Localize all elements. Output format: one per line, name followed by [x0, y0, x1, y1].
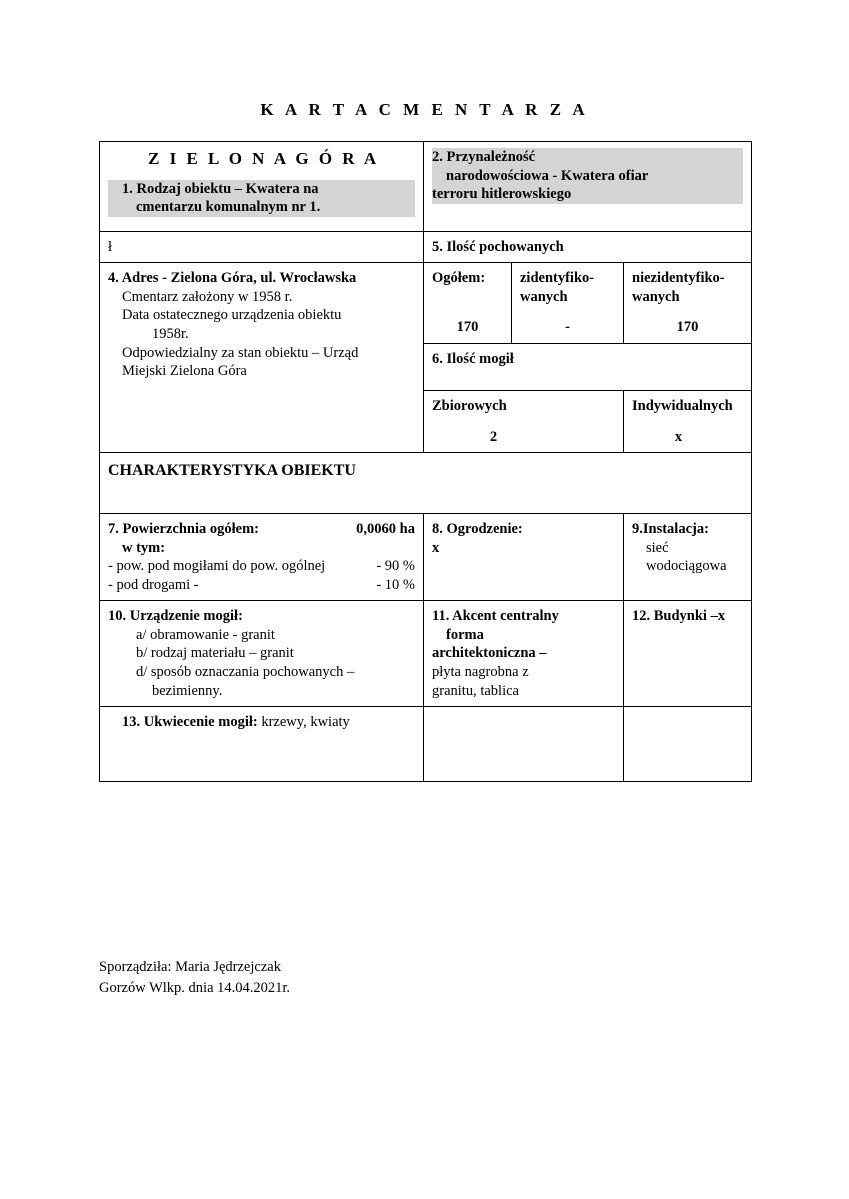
buried-col-3-value: 170	[624, 312, 752, 343]
table-row	[100, 142, 752, 232]
field-13-label: 13. Ukwiecenie mogił:	[122, 714, 258, 731]
buried-col-3-header: niezidentyfiko- wanych	[624, 263, 752, 313]
town-name: Z I E L O N A G Ó R A	[148, 149, 380, 168]
field-4-line-4: 1958r.	[152, 326, 189, 343]
cell-buried-header: 5. Ilość pochowanych	[424, 231, 752, 263]
field-4-line-1: 4. Adres - Zielona Góra, ul. Wrocławska	[108, 270, 357, 287]
field-7-label: 7. Powierzchnia ogółem:	[108, 521, 260, 538]
graves-col-1: Zbiorowych 2	[424, 391, 624, 453]
characteristics-header: CHARAKTERYSTYKA OBIEKTU	[100, 453, 752, 514]
graves-col-1-value: 2	[489, 428, 498, 445]
field-11-line-5: granitu, tablica	[432, 682, 519, 699]
cell-central-accent	[424, 601, 624, 707]
graves-col-2-value: x	[674, 428, 683, 445]
field-11-line-3: architektoniczna –	[432, 645, 547, 662]
cell-grave-equipment	[100, 601, 424, 707]
table-row	[100, 263, 752, 313]
cell-object-type	[100, 142, 424, 232]
field-2-line-2: narodowościowa - Kwatera ofiar	[432, 167, 743, 186]
field-11-line-2: forma	[446, 626, 484, 643]
field-4-line-6: Miejski Zielona Góra	[122, 363, 247, 380]
table-row	[100, 601, 752, 707]
field-8-label: 8. Ogrodzenie:	[432, 521, 523, 538]
field-10-line-3: d/ sposób oznaczania pochowanych –	[136, 663, 355, 680]
field-9-line-1: sieć	[646, 539, 669, 556]
cell-address	[100, 263, 424, 453]
cell-buildings	[624, 601, 752, 707]
field-7-detail-1: - pow. pod mogiłami do pow. ogólnej - 90 %	[108, 558, 415, 575]
field-4-line-2: Cmentarz założony w 1958 r.	[122, 288, 293, 305]
cell-flowers	[100, 707, 424, 782]
field-7-row	[108, 520, 415, 539]
buried-col-2-value: -	[512, 312, 624, 343]
field-4-line-3: Data ostatecznego urządzenia obiektu	[122, 307, 342, 324]
field-1-value: cmentarzu komunalnym nr 1.	[108, 198, 415, 217]
field-13-row	[108, 713, 415, 732]
cell-nationality	[424, 142, 752, 232]
field-7-detail-2: - pod drogami - - 10 %	[108, 576, 415, 593]
cemetery-card-table	[99, 141, 752, 782]
footer-author: Sporządziła: Maria Jędrzejczak	[99, 959, 281, 975]
field-1-label: 1. Rodzaj obiektu – Kwatera na	[108, 180, 415, 199]
buried-col-1-header: Ogółem:	[424, 263, 512, 313]
table-row	[100, 453, 752, 514]
table-row	[100, 707, 752, 782]
field-8-value: x	[432, 539, 440, 556]
table-row	[100, 514, 752, 601]
field-4-line-5: Odpowiedzialny za stan obiektu – Urząd	[122, 344, 359, 361]
field-7-sub: w tym:	[122, 539, 166, 556]
graves-col-2: Indywidualnych x	[624, 391, 752, 453]
cell-flowers-empty-1	[424, 707, 624, 782]
field-2-line-3: terroru hitlerowskiego	[432, 185, 743, 204]
footer-place-date: Gorzów Wlkp. dnia 14.04.2021r.	[99, 980, 291, 997]
buried-col-1-value: 170	[424, 312, 512, 343]
field-7-value: 0,0060 ha	[356, 521, 415, 538]
field-10-label: 10. Urządzenie mogił:	[108, 608, 243, 625]
page-title: K A R T A C M E N T A R Z A	[260, 100, 589, 119]
buried-col-2-header: zidentyfiko- wanych	[512, 263, 624, 313]
footer	[99, 957, 290, 999]
field-2-line-1: 2. Przynależność	[432, 148, 743, 167]
field-12-label: 12. Budynki –x	[632, 608, 726, 625]
field-10-line-2: b/ rodzaj materiału – granit	[136, 645, 294, 662]
field-10-line-4: bezimienny.	[152, 682, 223, 699]
cell-flowers-empty-2	[624, 707, 752, 782]
cell-area	[100, 514, 424, 601]
field-11-line-1: 11. Akcent centralny	[432, 608, 559, 625]
cell-field-3-stub: ł	[100, 231, 424, 263]
field-10-line-1: a/ obramowanie - granit	[136, 626, 275, 643]
field-9-line-2: wodociągowa	[646, 558, 727, 575]
cell-graves-header: 6. Ilość mogił	[424, 344, 752, 391]
field-13-value: krzewy, kwiaty	[261, 714, 350, 731]
field-9-label: 9.Instalacja:	[632, 521, 709, 538]
cell-installation	[624, 514, 752, 601]
table-row	[100, 231, 752, 263]
cell-fence	[424, 514, 624, 601]
field-11-line-4: płyta nagrobna z	[432, 663, 529, 680]
